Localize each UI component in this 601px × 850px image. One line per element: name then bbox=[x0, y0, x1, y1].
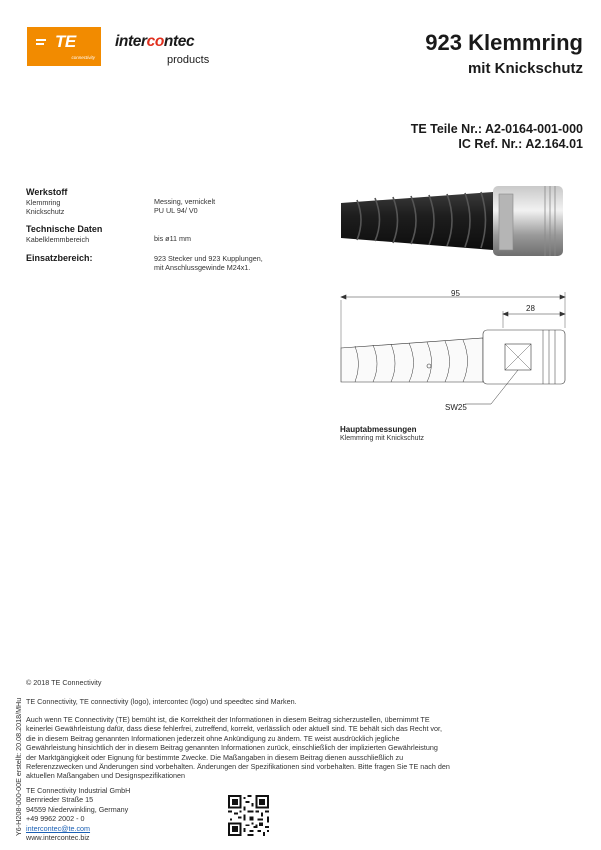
disclaimer-line: keinerlei Gewährleistung dafür, dass diese fehlerfrei, zutreffend, korrekt, verlässlich oder aktuell sind. TE behält sich das Recht vor, bbox=[26, 724, 443, 734]
einsatz-line: mit Anschlussgewinde M24x1. bbox=[154, 263, 251, 272]
einsatz-line: 923 Stecker und 923 Kupplungen, bbox=[154, 254, 263, 263]
website-text: www.intercontec.biz bbox=[26, 833, 90, 843]
company-address bbox=[26, 786, 130, 842]
wrench-size-label: SW25 bbox=[445, 403, 467, 412]
disclaimer-line: der Marktgängigkeit oder Eignung für bestimmte Zwecke. Die Maßangaben in diesem Beitrag dienen ausschließlich zu bbox=[26, 752, 404, 762]
intercontec-products-label: products bbox=[167, 54, 210, 66]
product-title: 923 Klemmring bbox=[425, 30, 583, 55]
copyright: © 2018 TE Connectivity bbox=[26, 678, 102, 687]
email-link[interactable]: intercontec@te.com bbox=[26, 823, 91, 833]
address-line: TE Connectivity Industrial GmbH bbox=[26, 786, 131, 795]
werkstoff-heading: Werkstoff bbox=[26, 187, 68, 197]
disclaimer bbox=[26, 715, 450, 781]
product-drawing bbox=[333, 170, 593, 440]
ic-logo-part: inter bbox=[115, 33, 147, 50]
te-logo-text: TE bbox=[55, 32, 76, 51]
part-numbers bbox=[411, 122, 583, 152]
qr-code-icon bbox=[228, 795, 269, 836]
einsatzbereich-heading: Einsatzbereich: bbox=[26, 253, 93, 263]
drawing-caption-subtitle: Klemmring mit Knickschutz bbox=[340, 435, 425, 442]
te-logo-subtext: connectivity bbox=[71, 55, 95, 60]
disclaimer-line: die in diesem Beitrag genannten Informationen jederzeit ohne Ankündigung zu ändern. TE weist ausdrücklich jegliche bbox=[26, 733, 400, 743]
drawing-caption-title: Hauptabmessungen bbox=[340, 425, 417, 434]
te-part-number: TE Teile Nr.: A2-0164-001-000 bbox=[410, 122, 583, 136]
document-id-text: Y6-H208-000-00E erstellt: 20.08.2018/MHu bbox=[14, 697, 23, 836]
ic-reference-number: IC Ref. Nr.: A2.164.01 bbox=[458, 137, 583, 151]
spec-label: Knickschutz bbox=[26, 207, 65, 216]
disclaimer-line: aktuellen Maßangaben und Designspezifikationen bbox=[26, 771, 186, 781]
disclaimer-line: Auch wenn TE Connectivity (TE) bemüht ist, die Korrektheit der Informationen in diesem Beitrag sicherzustellen, übernimmt TE bbox=[26, 715, 430, 724]
dimension-nut-label: 28 bbox=[526, 304, 535, 313]
spec-label: Kabelklemmbereich bbox=[26, 235, 90, 244]
address-line: 94559 Niederwinkling, Germany bbox=[26, 804, 129, 814]
te-logo-bars-icon bbox=[36, 37, 52, 49]
ic-logo-accent: co bbox=[146, 33, 164, 50]
ic-logo-part: ntec bbox=[163, 33, 195, 50]
document-id-vertical bbox=[13, 650, 25, 836]
product-photo bbox=[341, 186, 563, 256]
dimension-total-label: 95 bbox=[451, 289, 460, 298]
spec-value: bis ø11 mm bbox=[154, 234, 192, 243]
spec-value: PU UL 94/ V0 bbox=[154, 206, 198, 215]
spec-value: Messing, vernickelt bbox=[154, 197, 216, 206]
trademarks: TE Connectivity, TE connectivity (logo), intercontec (logo) und speedtec sind Marken. bbox=[26, 697, 297, 706]
disclaimer-line: Referenzzwecken und Änderungen sind vorbehalten. Änderungen der Spezifikationen sind vorbehalten. Bitte fragen Sie TE nach den bbox=[26, 762, 450, 772]
te-connectivity-logo bbox=[27, 27, 101, 66]
address-line: Bernrieder Straße 15 bbox=[26, 795, 94, 805]
address-line: +49 9962 2002 - 0 bbox=[26, 814, 85, 824]
product-subtitle: mit Knickschutz bbox=[467, 60, 583, 77]
spec-label: Klemmring bbox=[26, 198, 61, 207]
intercontec-logo bbox=[115, 33, 194, 51]
technische-daten-heading: Technische Daten bbox=[26, 224, 103, 234]
disclaimer-line: Gewährleistung hinsichtlich der in diesem Beitrag genannten Informationen zurück, einschließlich der implizierten Gewährleistung bbox=[26, 743, 438, 753]
